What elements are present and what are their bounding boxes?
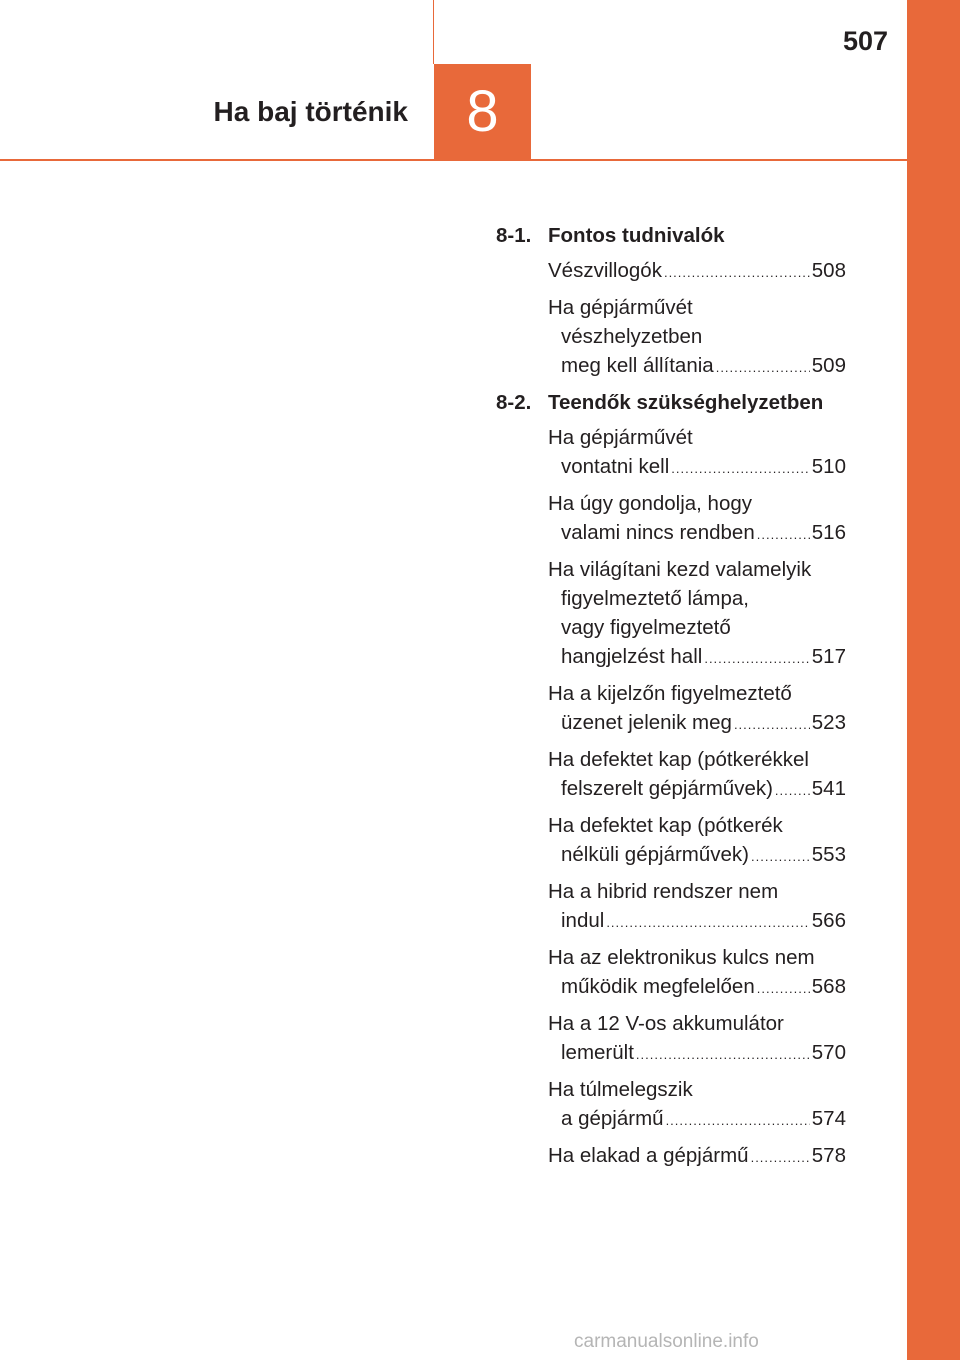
toc-entry-line [548,1038,846,1069]
toc-entry-line: Ha úgy gondolja, hogy [548,492,753,515]
toc-entry[interactable] [548,877,846,937]
section-number: 8-2. [496,391,532,414]
toc-entry-line [548,256,846,287]
toc-page-number[interactable]: 508 [811,259,846,282]
toc-entry-text: nélküli gépjárművek) [561,843,750,866]
toc-page-number[interactable]: 553 [811,843,846,866]
toc-entry-line: Ha a kijelzőn figyelmeztető [548,682,792,705]
toc-entry-line: Ha túlmelegszik [548,1078,693,1101]
toc-entry[interactable] [548,1141,846,1172]
toc-entry-line [548,452,846,483]
chapter-number-box [434,64,531,160]
dot-leader [606,908,809,937]
table-of-contents [496,221,846,1178]
toc-entry-line [548,840,846,871]
toc-entry[interactable] [548,811,846,871]
dot-leader [751,842,810,871]
toc-entry-line: Ha defektet kap (pótkerék [548,814,783,837]
toc-entry-text: Vészvillogók [548,259,662,282]
dot-leader [757,520,810,549]
section-title: Fontos tudnivalók [548,224,725,247]
header-vertical-rule [433,0,434,64]
toc-page-number[interactable]: 516 [811,521,846,544]
toc-entry-text: felszerelt gépjárművek) [561,777,773,800]
toc-entry-line: Ha defektet kap (pótkerékkel [548,748,809,771]
toc-entry-line: figyelmeztető lámpa, [561,587,750,610]
toc-entry[interactable] [548,423,846,483]
page-number: 507 [843,26,889,56]
toc-section-heading [496,388,846,417]
toc-entry-text: valami nincs rendben [561,521,755,544]
dot-leader [671,454,810,483]
toc-page-number[interactable]: 523 [811,711,846,734]
toc-entry-text: hangjelzést hall [561,645,703,668]
section-title: Teendők szükséghelyzetben [548,391,824,414]
toc-entry-line [548,1104,846,1135]
toc-entry-line: Ha az elektronikus kulcs nem [548,946,815,969]
toc-page-number[interactable]: 578 [811,1144,846,1167]
toc-page-number[interactable]: 574 [811,1107,846,1130]
dot-leader [636,1040,810,1069]
chapter-side-band [907,0,960,1360]
toc-entry-text: lemerült [561,1041,634,1064]
toc-entry-text: vontatni kell [561,455,670,478]
toc-entry-line [548,708,846,739]
dot-leader [734,710,810,739]
toc-page-number[interactable]: 510 [811,455,846,478]
toc-entry-text: meg kell állítania [561,354,714,377]
toc-entry-line: Ha a 12 V-os akkumulátor [548,1012,784,1035]
toc-page-number[interactable]: 568 [811,975,846,998]
dot-leader [704,644,809,673]
toc-entry[interactable] [548,1009,846,1069]
dot-leader [666,1106,810,1135]
toc-entry[interactable] [548,293,846,382]
toc-page-number[interactable]: 517 [811,645,846,668]
toc-entry[interactable] [548,256,846,287]
toc-entry-text: a gépjármű [561,1107,664,1130]
toc-entry[interactable] [548,679,846,739]
toc-entry[interactable] [548,555,846,673]
toc-entry[interactable] [548,1075,846,1135]
toc-entry-line [548,351,846,382]
dot-leader [716,353,810,382]
toc-entry-line: Ha gépjárművét [548,426,693,449]
toc-entry-line: Ha világítani kezd valamelyik [548,558,812,581]
toc-entry[interactable] [548,745,846,805]
toc-entry-line: Ha gépjárművét [548,296,693,319]
toc-entry-text: üzenet jelenik meg [561,711,732,734]
toc-page-number[interactable]: 541 [811,777,846,800]
dot-leader [751,1143,810,1172]
toc-entry[interactable] [548,489,846,549]
section-number: 8-1. [496,224,532,247]
toc-entry-text: működik megfelelően [561,975,755,998]
toc-entry-line [548,774,846,805]
toc-entry-line [548,518,846,549]
dot-leader [757,974,810,1003]
chapter-number: 8 [466,79,499,144]
toc-entry-line [548,972,846,1003]
toc-entry-line: vagy figyelmeztető [561,616,731,639]
toc-entry-line [548,906,846,937]
toc-entry-text: indul [561,909,605,932]
chapter-title: Ha baj történik [213,96,408,127]
toc-page-number[interactable]: 566 [811,909,846,932]
toc-page-number[interactable]: 509 [811,354,846,377]
toc-entry[interactable] [548,943,846,1003]
dot-leader [775,776,810,805]
toc-page-number[interactable]: 570 [811,1041,846,1064]
watermark: carmanualsonline.info [574,1331,759,1352]
toc-section-heading [496,221,846,250]
toc-entry-line: Ha a hibrid rendszer nem [548,880,779,903]
toc-entry-line [548,642,846,673]
toc-entry-line [548,1141,846,1172]
toc-entry-text: Ha elakad a gépjármű [548,1144,749,1167]
dot-leader [664,258,810,287]
toc-entry-line: vészhelyzetben [561,325,703,348]
